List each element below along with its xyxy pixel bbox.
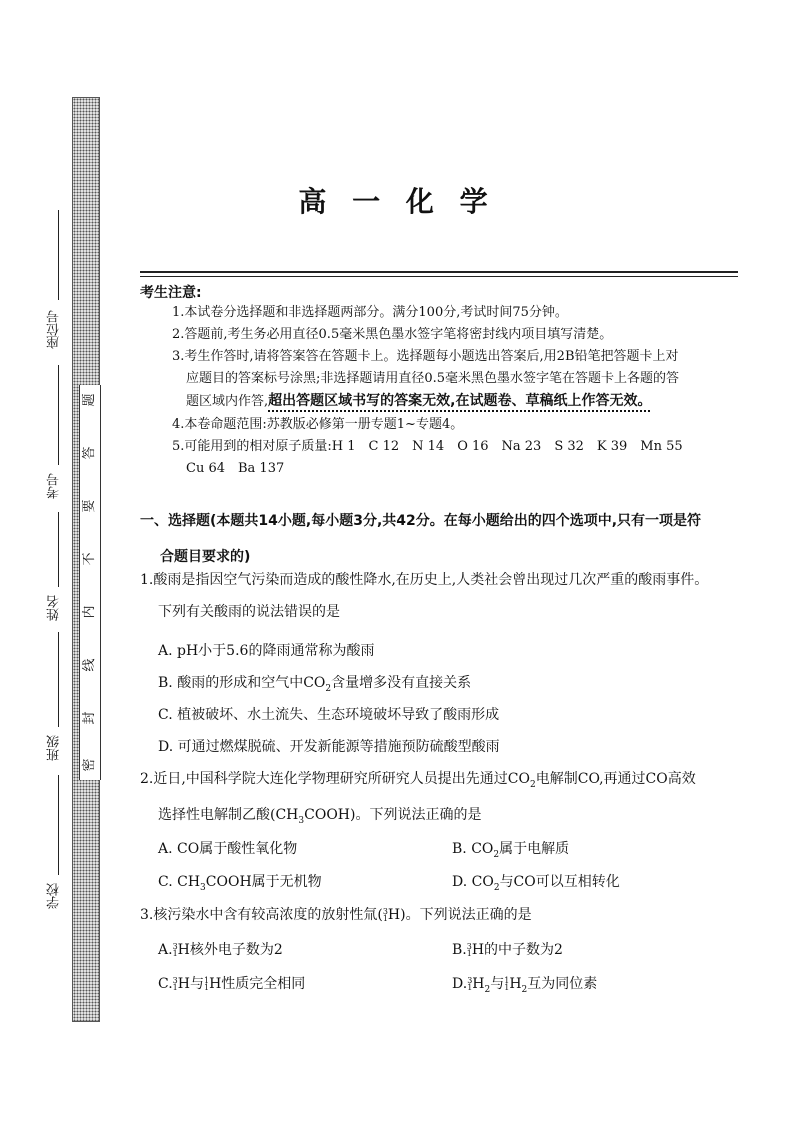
q3-option-b-text: H的中子数为2: [471, 942, 563, 958]
q2-option-a: A. CO属于酸性氧化物: [158, 841, 298, 857]
name-blank-line: [58, 512, 59, 587]
q2-option-b: [452, 840, 569, 864]
seal-char: 线: [82, 658, 97, 672]
q2-stem-line-2: [158, 806, 481, 830]
q3-option-d-text-2: 与: [490, 976, 505, 992]
q2-stem-text-2: 电解制CO,再通过CO高效: [535, 771, 696, 787]
q3-option-d-sub: 2: [484, 984, 491, 995]
school-blank-line: [58, 775, 59, 875]
atomic-number: 1: [203, 983, 210, 992]
seal-char: 题: [82, 393, 97, 407]
q3-option-a-text: H核外电子数为2: [177, 942, 283, 958]
notice-item-3b: 应题目的答案标号涂黑;非选择题请用直径0.5毫米黑色墨水签字笔在答题卡上各题的答: [186, 371, 680, 386]
q3-option-c-text: H与: [177, 976, 204, 992]
atomic-number: 1: [504, 983, 510, 992]
q2-stem2-text-2: COOH)。下列说法正确的是: [304, 807, 482, 823]
class-blank-line: [58, 632, 59, 727]
q3-option-c-text-2: H性质完全相同: [209, 976, 306, 992]
q1-option-c: C. 植被破坏、水土流失、生态环境破坏导致了酸雨形成: [158, 707, 500, 723]
q3-option-d-text: H: [472, 976, 485, 992]
q3-option-b-label: B.: [452, 942, 467, 958]
q3-option-b: [452, 941, 563, 959]
notice-item-3a: 3.考生作答时,请将答案答在答题卡上。选择题每小题选出答案后,用2B铅笔把答题卡上对: [172, 349, 679, 364]
q3-stem-text: 3.核污染水中含有较高浓度的放射性氚(: [140, 907, 383, 923]
q1-stem-line-1: 1.酸雨是指因空气污染而造成的酸性降水,在历史上,人类社会曾出现过几次严重的酸雨事件。: [140, 572, 709, 588]
q3-option-a: [158, 941, 283, 959]
notice-item-5a: 5.可能用到的相对原子质量:H 1 C 12 N 14 O 16 Na 23 S 32 K 39 Mn 55: [172, 439, 683, 454]
mass-number: 1: [504, 976, 510, 985]
q3-option-d: [452, 975, 597, 999]
q2-option-d-sub: 2: [493, 882, 500, 893]
q2-option-d-text-2: 与CO可以互相转化: [499, 874, 620, 890]
seal-char: 答: [82, 446, 97, 460]
section-heading: [140, 503, 740, 575]
title-rule-thin: [140, 276, 738, 277]
section-heading-line-2: 合题目要求的): [160, 549, 251, 565]
atomic-number: 1: [467, 983, 473, 992]
q2-option-c-text: C. CH: [158, 874, 201, 890]
q1-option-b-text: B. 酸雨的形成和空气中CO: [158, 675, 326, 691]
exam-no-label: 考号: [47, 473, 62, 499]
q2-stem-sub: 2: [530, 779, 536, 790]
q3-option-a-label: A.: [158, 942, 173, 958]
mass-number: 1: [203, 976, 210, 985]
q1-option-b-sub: 2: [325, 683, 332, 694]
exam-no-blank-line: [58, 365, 59, 465]
seal-char: 要: [82, 499, 97, 513]
mass-number: 3: [467, 976, 473, 985]
notice-item-3c-text: 题区域内作答,: [186, 394, 269, 409]
q2-option-d: [452, 873, 620, 897]
seal-line-box: [79, 385, 101, 780]
seal-char: 内: [82, 605, 97, 619]
seat-no-label: 座位号: [47, 310, 62, 350]
q3-option-c-label: C.: [158, 976, 173, 992]
q2-option-c: [158, 873, 322, 897]
atomic-number: 1: [382, 914, 388, 923]
q1-stem-line-2: 下列有关酸雨的说法错误的是: [158, 604, 340, 620]
class-label: 班级: [47, 735, 62, 761]
q1-option-d: D. 可通过燃煤脱硫、开发新能源等措施预防硫酸型酸雨: [158, 739, 500, 755]
notice-heading: 考生注意:: [140, 285, 202, 301]
notice-emphasis: 超出答题区域书写的答案无效,在试题卷、草稿纸上作答无效。: [268, 393, 652, 409]
q3-option-d-label: D.: [452, 976, 468, 992]
q3-option-d-text-3: H: [509, 976, 522, 992]
school-label: 学校: [47, 883, 62, 909]
title-rule-thick: [140, 271, 738, 273]
q3-stem: [140, 906, 532, 924]
seat-no-blank-line: [58, 210, 59, 300]
notice-item-5b: Cu 64 Ba 137: [186, 461, 285, 476]
q1-option-a: A. pH小于5.6的降雨通常称为酸雨: [158, 643, 375, 659]
q2-option-c-sub: 3: [200, 882, 206, 893]
mass-number: 3: [382, 907, 388, 916]
atomic-number: 1: [172, 949, 178, 958]
mass-number: 3: [172, 942, 178, 951]
q2-option-b-text: B. CO: [452, 841, 494, 857]
atomic-number: 1: [172, 983, 178, 992]
q2-option-d-text: D. CO: [452, 874, 494, 890]
q3-option-d-text-4: 互为同位素: [527, 976, 598, 992]
q2-stem-text: 2.近日,中国科学院大连化学物理研究所研究人员提出先通过CO: [140, 771, 530, 787]
q2-option-c-text-2: COOH属于无机物: [205, 874, 322, 890]
seal-char: 密: [82, 758, 97, 772]
mass-number: 3: [466, 942, 472, 951]
q2-option-b-sub: 2: [493, 849, 500, 860]
seal-char: 不: [82, 552, 97, 566]
mass-number: 3: [172, 976, 178, 985]
atomic-number: 1: [466, 949, 472, 958]
q3-option-c: [158, 975, 305, 993]
section-heading-line-1: 一、选择题(本题共14小题,每小题3分,共42分。在每小题给出的四个选项中,只有一项是符: [140, 513, 702, 529]
name-label: 姓名: [47, 595, 62, 621]
page-title: 高 一 化 学: [298, 185, 496, 218]
seal-char: 封: [82, 711, 97, 725]
q2-stem2-text: 选择性电解制乙酸(CH: [158, 807, 299, 823]
q2-stem2-sub: 3: [298, 815, 305, 826]
binding-margin: [0, 0, 70, 1122]
q2-option-b-text-2: 属于电解质: [499, 841, 570, 857]
notice-item-3c: [186, 392, 651, 411]
q1-option-b-text-2: 含量增多没有直接关系: [331, 675, 472, 691]
q3-stem-text-2: H)。下列说法正确的是: [387, 907, 532, 923]
q1-option-b: [158, 674, 471, 698]
q3-option-d-sub-2: 2: [521, 984, 528, 995]
notice-item-2: 2.答题前,考生务必用直径0.5毫米黑色墨水签字笔将密封线内项目填写清楚。: [172, 327, 613, 342]
notice-item-4: 4.本卷命题范围:苏教版必修第一册专题1~专题4。: [172, 417, 464, 432]
q2-stem-line-1: [140, 770, 696, 794]
notice-item-1: 1.本试卷分选择题和非选择题两部分。满分100分,考试时间75分钟。: [172, 305, 568, 320]
